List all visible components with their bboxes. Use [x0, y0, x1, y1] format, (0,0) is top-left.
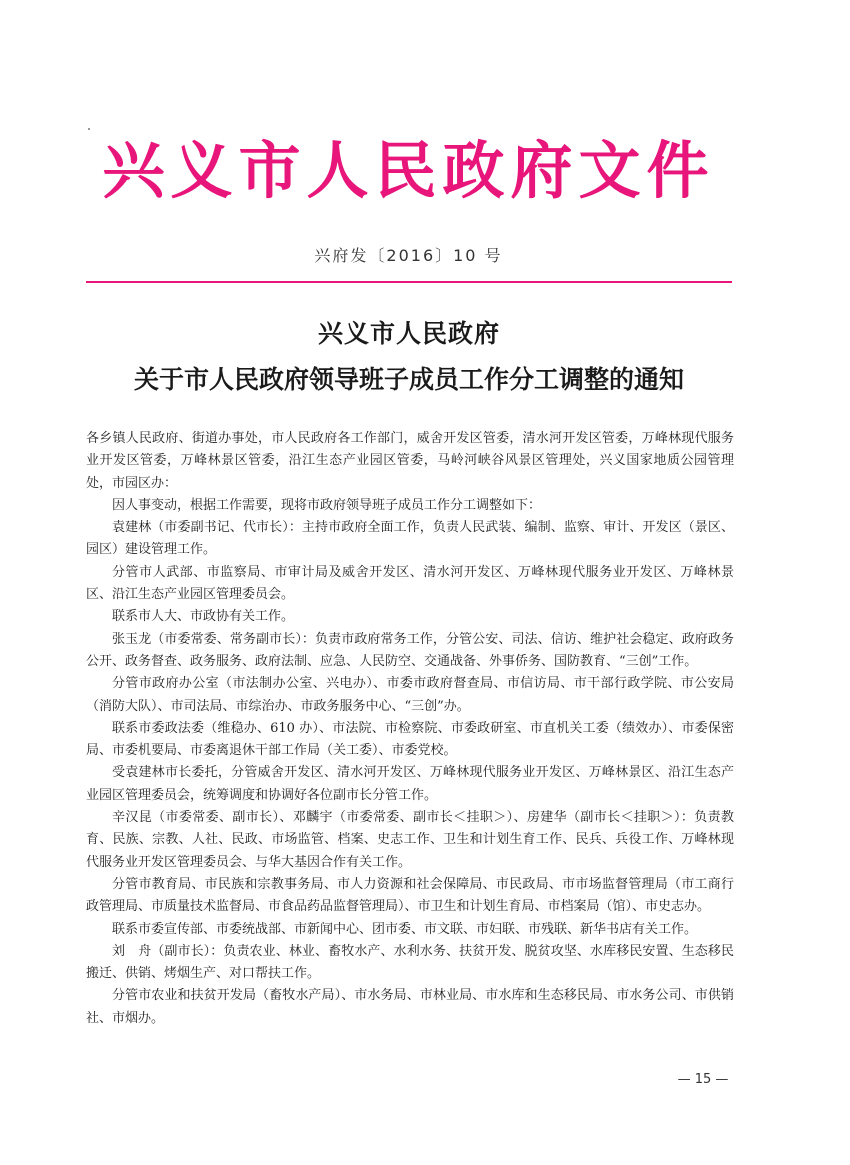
- notice-title-line-2: 关于市人民政府领导班子成员工作分工调整的通知: [133, 365, 684, 394]
- body-paragraph: 袁建林（市委副书记、代市长）：主持市政府全面工作，负责人民武装、编制、监察、审计、开发区（景区、园区）建设管理工作。: [86, 520, 734, 558]
- body-paragraph: 分管市政府办公室（市法制办公室、兴电办）、市委市政府督查局、市信访局、市干部行政学院、市公安局（消防大队）、市司法局、市综治办、市政务服务中心、“三创”办。: [86, 676, 734, 714]
- scan-mark: [88, 128, 90, 130]
- notice-title-line-1: 兴义市人民政府: [317, 319, 500, 348]
- body-paragraph: 张玉龙（市委常委、常务副市长）：负责市政府常务工作，分管公安、司法、信访、维护社会稳定、政府政务公开、政务督查、政务服务、政府法制、应急、人民防空、交通战备、外事侨务、国防教育、“三创”工作。: [86, 631, 734, 669]
- body-paragraph: 分管市农业和扶贫开发局（畜牧水产局）、市水务局、市林业局、市水库和生态移民局、市水务公司、市供销社、市烟办。: [86, 988, 734, 1026]
- body-paragraph: 联系市人大、市政协有关工作。: [112, 609, 295, 625]
- body-paragraph: 分管市教育局、市民族和宗教事务局、市人力资源和社会保障局、市民政局、市市场监督管理局（市工商行政管理局、市质量技术监督局、市食品药品监督管理局）、市卫生和计划生育局、市档案局（馆）、市史志办。: [86, 876, 734, 915]
- body-paragraph: 受袁建林市长委托，分管威舍开发区、清水河开发区、万峰林现代服务业开发区、万峰林景区、沿江生态产业园区管理委员会，统筹调度和协调好各位副市长分管工作。: [86, 765, 734, 803]
- header-divider: [86, 281, 732, 283]
- body-paragraph: 分管市人武部、市监察局、市审计局及威舍开发区、清水河开发区、万峰林现代服务业开发区、万峰林景区、沿江生态产业园区管理委员会。: [86, 564, 734, 603]
- addressee-paragraph: 各乡镇人民政府、街道办事处，市人民政府各工作部门，威舍开发区管委，清水河开发区管委，万峰林现代服务业开发区管委，万峰林景区管委，沿江生态产业园区管委，马岭河峡谷风景区管理处，兴义国家地质公园管理处，市园区办：: [86, 431, 734, 491]
- page-number: — 15 —: [677, 1072, 729, 1087]
- document-number: 兴府发〔2016〕10 号: [314, 246, 503, 265]
- body-paragraph: 刘 舟（副市长）：负责农业、林业、畜牧水产、水利水务、扶贫开发、脱贫攻坚、水库移民安置、生态移民搬迁、供销、烤烟生产、对口帮扶工作。: [86, 943, 734, 982]
- body-paragraph: 辛汉昆（市委常委、副市长）、邓麟宇（市委常委、副市长＜挂职＞）、房建华（副市长＜挂职＞）：负责教育、民族、宗教、人社、民政、市场监管、档案、史志工作、卫生和计划生育工作、民兵、兵役工作、万峰林现代服务业开发区管理委员会、与华大基因合作有关工作。: [86, 810, 734, 870]
- document-body: [86, 428, 734, 1030]
- body-paragraph: 联系市委宣传部、市委统战部、市新闻中心、团市委、市文联、市妇联、市残联、新华书店有关工作。: [112, 921, 698, 937]
- notice-title: [86, 316, 732, 398]
- document-header-title: 兴义市人民政府文件: [102, 134, 715, 207]
- body-paragraph: 联系市委政法委（维稳办、610 办）、市法院、市检察院、市委政研室、市直机关工委（绩效办）、市委保密局、市委机要局、市委离退休干部工作局（关工委）、市委党校。: [86, 720, 734, 759]
- body-paragraph: 因人事变动，根据工作需要，现将市政府领导班子成员工作分工调整如下：: [112, 497, 542, 513]
